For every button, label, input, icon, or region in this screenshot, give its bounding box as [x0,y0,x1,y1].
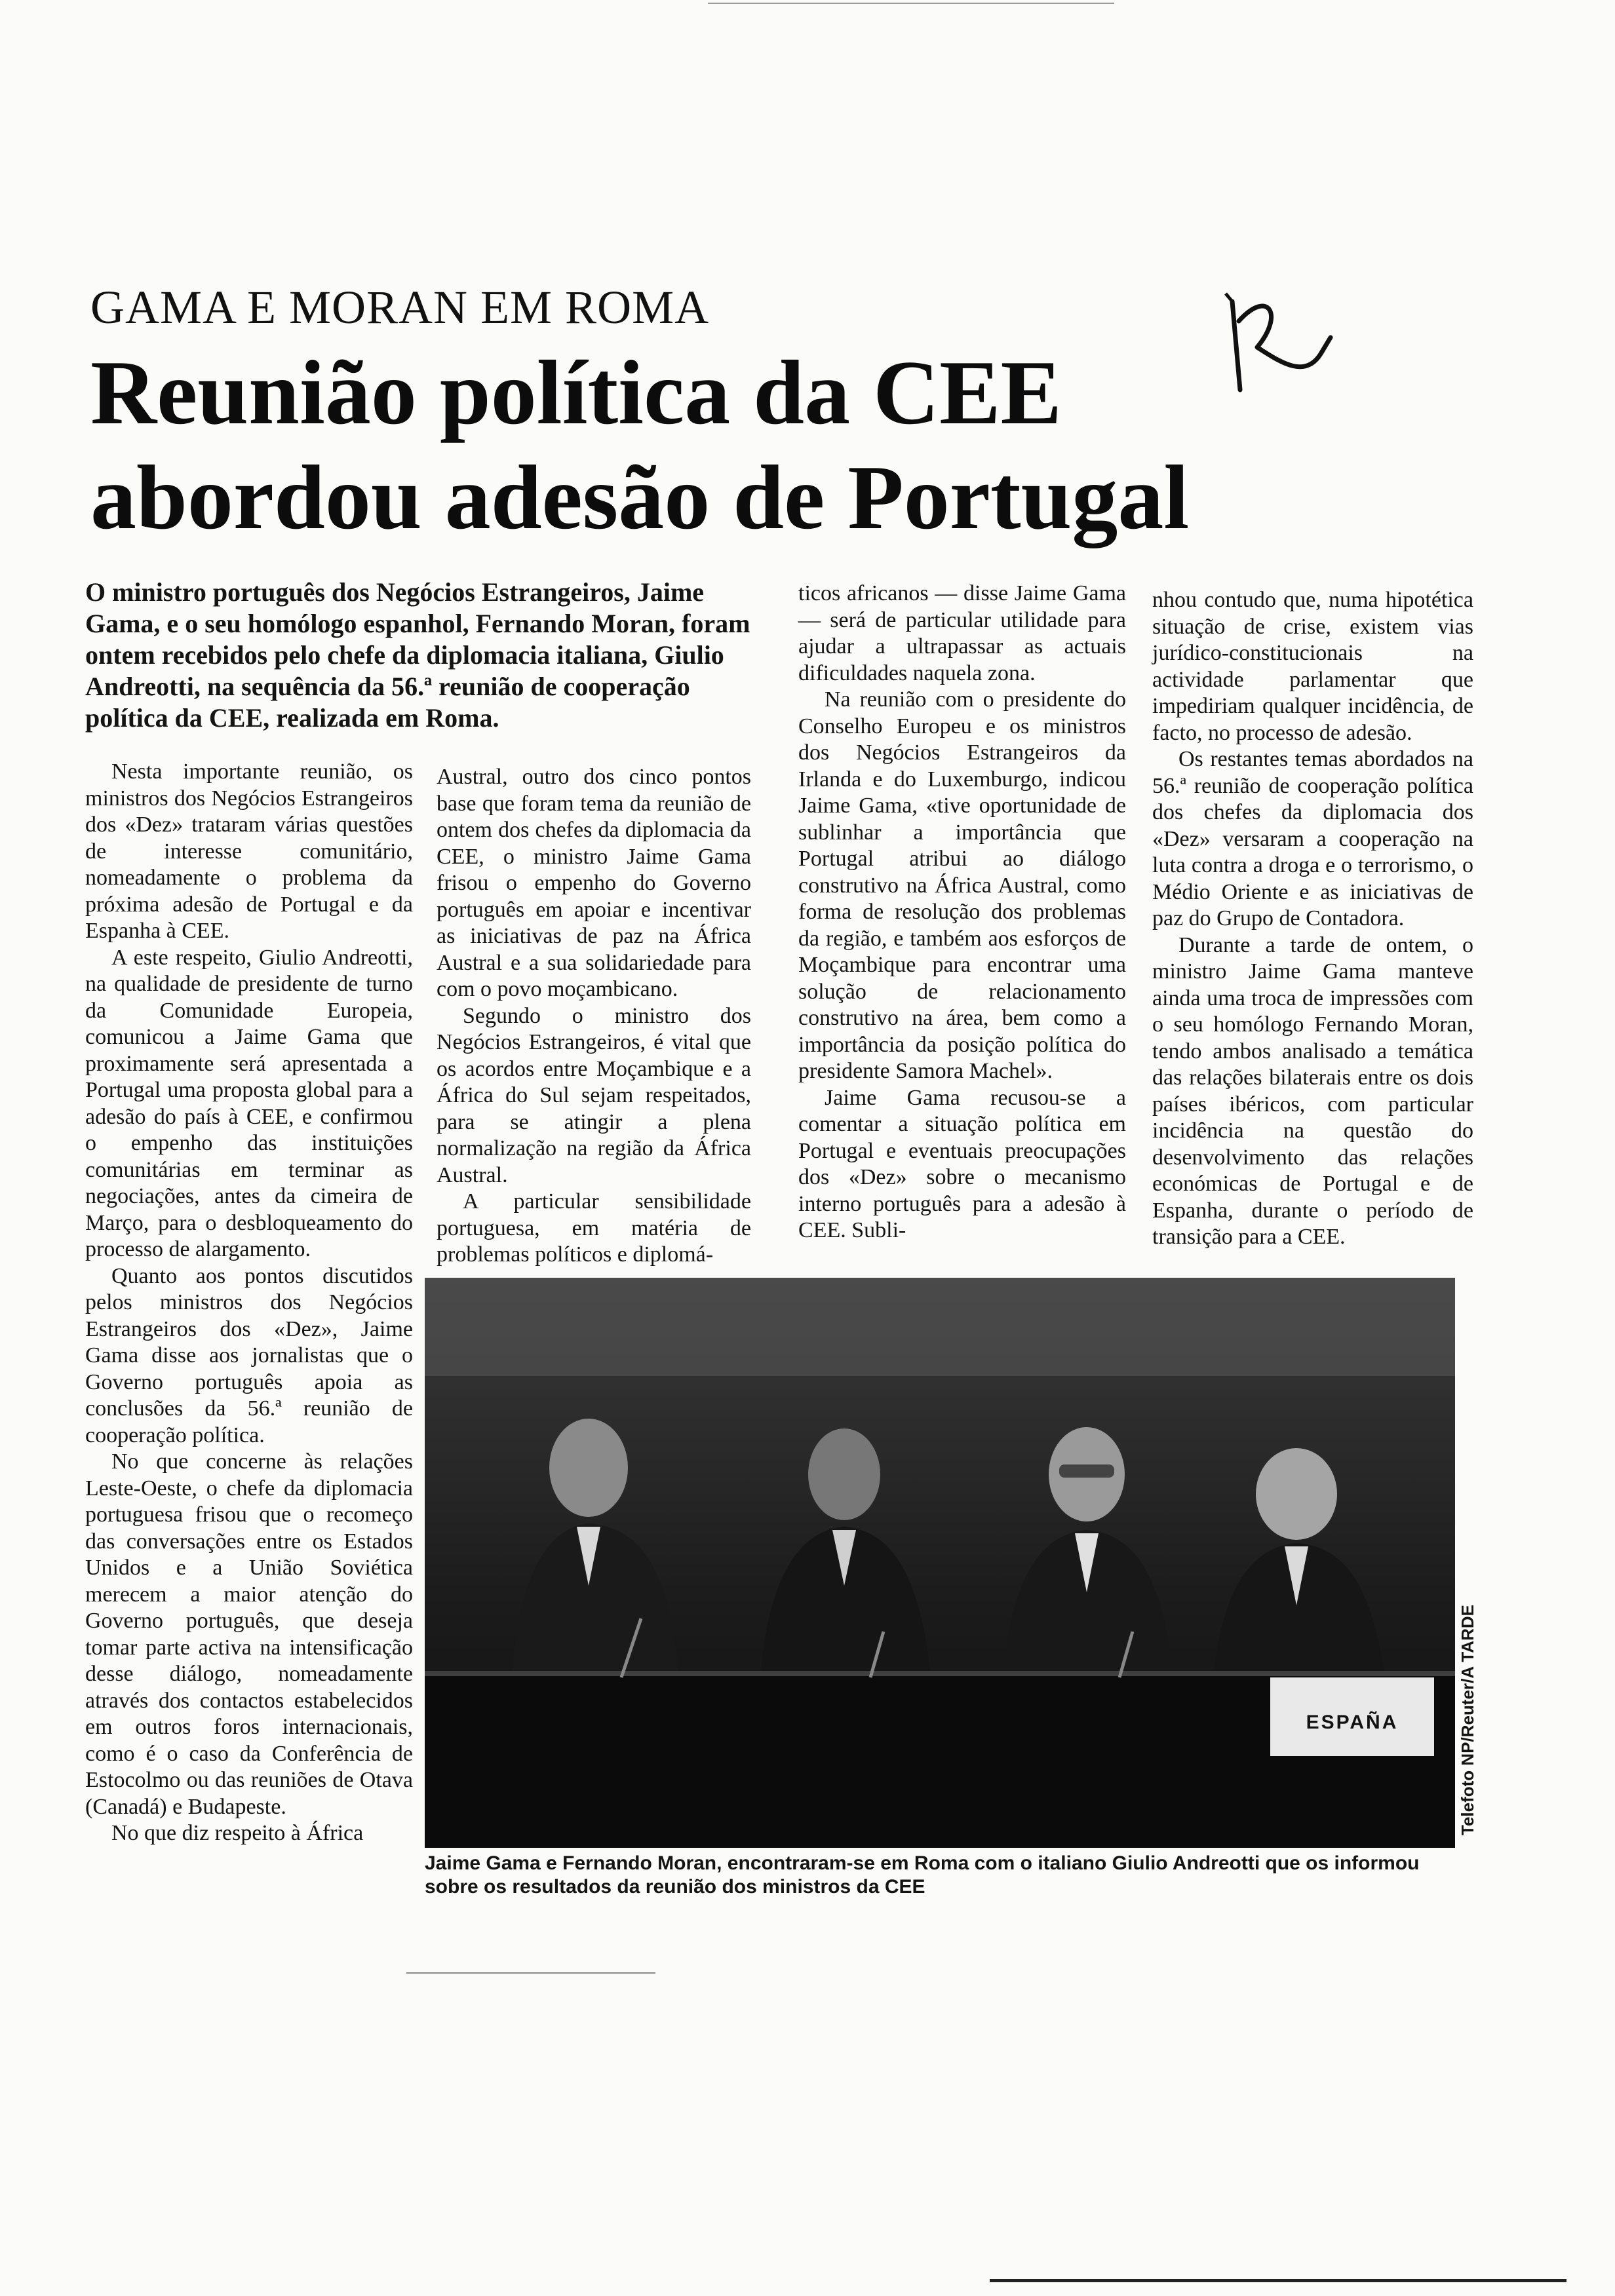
top-rule [708,3,1114,4]
column-end-rule [406,1972,655,1974]
article-column-1 [85,759,413,1847]
column-2-paragraph: A particular sensibilidade portuguesa, em matéria de problemas políticos e diplomá- [437,1189,751,1267]
photo-illustration [425,1278,1455,1848]
column-1-paragraph: Nesta importante reunião, os ministros dos Negócios Estrangeiros dos «Dez» trataram várias questões de interesse comunitário, nomeadamente o problema da próxima adesão de Portugal e da Espanha à CEE. [85,759,413,943]
column-4-paragraph: Durante a tarde de ontem, o ministro Jaime Gama manteve ainda uma troca de impressões com o seu homólogo Fernando Moran, tendo ambos analisado a temática das relações bilaterais entre os dois países ibéricos, com particular incidência na questão do desenvolvimento das relações económicas de Portugal e de Espanha, durante o período de transição para a CEE. [1152,932,1473,1249]
lead-paragraph: O ministro português dos Negócios Estrangeiros, Jaime Gama, e o seu homólogo espanhol, Fernando Moran, foram ontem recebidos pelo chefe da diplomacia italiana, Giulio Andreotti, na sequência da 56.ª reunião de cooperação política da CEE, realizada em Roma. [85,577,750,733]
column-4-paragraph: nhou contudo que, numa hipotética situação de crise, existem vias jurídico-constitucionais na actividade parlamentar que impediriam qualquer incidência, de facto, no processo de adesão. [1152,588,1473,745]
news-photo [425,1278,1455,1848]
headline: Reunião política da CEE abordou adesão de Portugal [90,342,1190,548]
photo-credit: Telefoto NP/Reuter/A TARDE [1458,1605,1477,1835]
bottom-rule [990,2279,1566,2282]
kicker: GAMA E MORAN EM ROMA [90,281,710,334]
placard-text: ESPAÑA [1306,1712,1399,1733]
column-4-paragraph: Os restantes temas abordados na 56.ª reunião de cooperação política dos chefes da diplomacia dos «Dez» versaram a cooperação na luta contra a droga e o terrorismo, o Médio Oriente e as iniciativas de paz do Grupo de Contadora. [1152,747,1473,930]
column-1-paragraph: Quanto aos pontos discutidos pelos ministros dos Negócios Estrangeiros dos «Dez», Jaime Gama disse aos jornalistas que o Governo português apoia as conclusões da 56.ª reunião de cooperação política. [85,1263,413,1447]
column-2-paragraph: Segundo o ministro dos Negócios Estrangeiros, é vital que os acordos entre Moçambique e a África do Sul sejam respeitados, para se atingir a plena normalização na região da África Austral. [437,1003,751,1187]
column-3-paragraph: ticos africanos — disse Jaime Gama — será de particular utilidade para ajudar a ultrapassar as actuais dificuldades naquela zona. [798,581,1126,685]
column-1-paragraph: No que concerne às relações Leste-Oeste, o chefe da diplomacia portuguesa frisou que o recomeço das conversações entre os Estados Unidos e a União Soviética merecem a maior atenção do Governo português, que deseja tomar parte activa na intensificação desse diálogo, nomeadamente através dos contactos estabelecidos em outros foros internacionais, como é o caso da Conferência de Estocolmo ou das reuniões de Otava (Canadá) e Budapeste. [85,1449,413,1819]
article-column-2 [437,764,751,1269]
column-3-paragraph: Na reunião com o presidente do Conselho Europeu e os ministros dos Negócios Estrangeiros da Irlanda e do Luxemburgo, indicou Jaime Gama, «tive oportunidade de sublinhar a importância que Portugal atribui ao diálogo construtivo na África Austral, como forma de resolução dos problemas da região, e também aos esforços de Moçambique para encontrar uma solução de relacionamento construtivo na área, bem como a importância da posição política do presidente Samora Machel». [798,687,1126,1083]
article-column-3 [798,581,1126,1244]
article-column-4 [1152,587,1473,1251]
column-1-paragraph: No que diz respeito à África [111,1821,364,1845]
column-2-paragraph: Austral, outro dos cinco pontos base que foram tema da reunião de ontem dos chefes da diplomacia da CEE, o ministro Jaime Gama frisou o empenho do Governo português em apoiar e incentivar as iniciativas de paz na África Austral e a sua solidariedade para com o povo moçambicano. [437,765,751,1001]
column-1-paragraph: A este respeito, Giulio Andreotti, na qualidade de presidente de turno da Comunidade Europeia, comunicou a Jaime Gama que proximamente será apresentada a Portugal uma proposta global para a adesão do país à CEE, e confirmou o empenho das instituições comunitárias em terminar as negociações, antes da cimeira de Março, para o desbloqueamento do processo de alargamento. [85,945,413,1261]
column-3-paragraph: Jaime Gama recusou-se a comentar a situação política em Portugal e eventuais preocupações dos «Dez» sobre o mecanismo interno português para a adesão à CEE. Subli- [798,1085,1126,1242]
photo-caption: Jaime Gama e Fernando Moran, encontraram-se em Roma com o italiano Giulio Andreotti que os informou sobre os resultados da reunião dos ministros da CEE [425,1852,1420,1898]
